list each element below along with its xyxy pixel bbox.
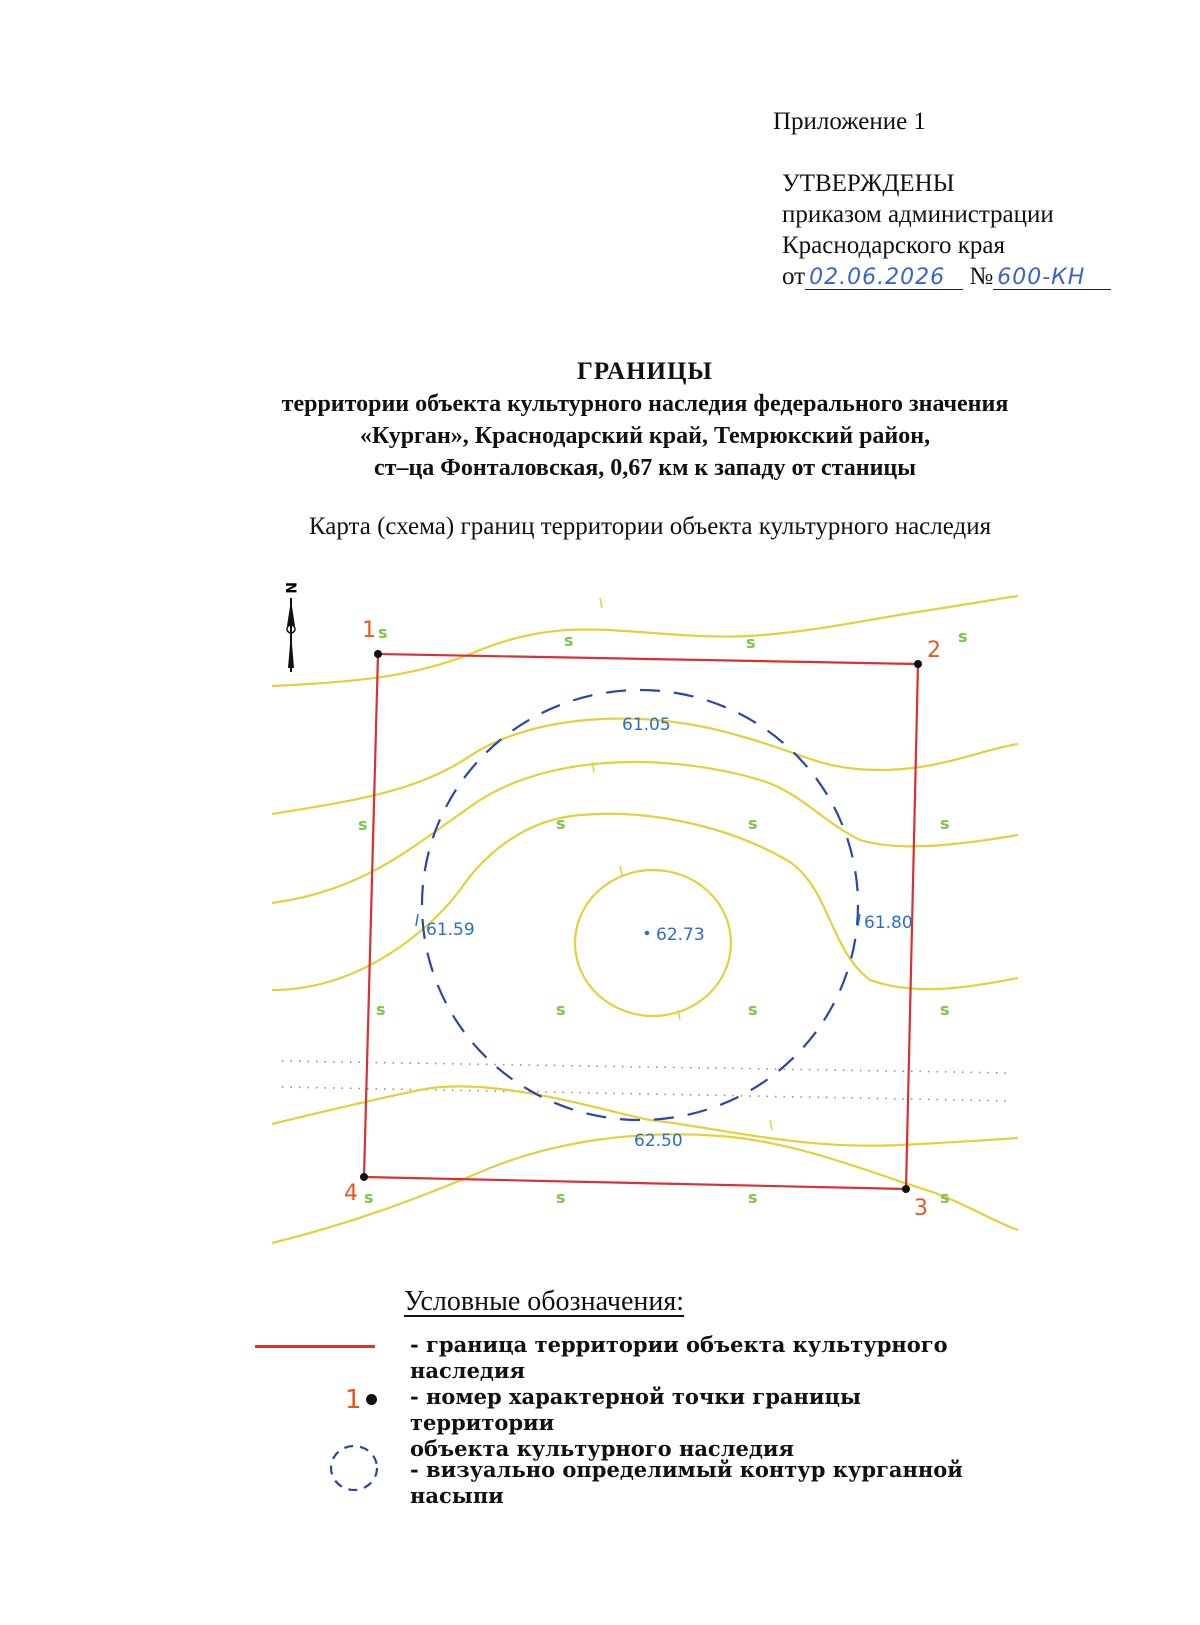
legend-point: [410, 1384, 1010, 1462]
appendix-label: Приложение 1: [773, 108, 926, 135]
elevation-label: 61.80: [864, 913, 913, 933]
steppe-symbol: s: [748, 1188, 758, 1207]
steppe-symbol: s: [746, 633, 756, 652]
north-arrow-icon: [282, 582, 298, 672]
legend-point-number: 1: [345, 1385, 362, 1415]
number-prefix: №: [969, 263, 994, 290]
steppe-symbol: s: [556, 1188, 566, 1207]
steppe-symbol: s: [748, 1000, 758, 1019]
steppe-symbol: s: [958, 627, 968, 646]
contour-line: [272, 762, 1018, 903]
point-label-4: 4: [344, 1181, 358, 1206]
contour-ticks: [592, 598, 772, 1130]
date-prefix: от: [782, 263, 806, 290]
legend-boundary: [410, 1332, 970, 1384]
contour-line: [575, 870, 731, 1016]
steppe-symbol: s: [364, 1188, 374, 1207]
order-line-1: приказом администрации: [782, 201, 1054, 228]
legend-point-text-1: - номер характерной точки границы территории: [410, 1384, 862, 1435]
steppe-symbol: s: [940, 814, 950, 833]
elevation-labels: [426, 715, 913, 1151]
steppe-symbol: s: [556, 1000, 566, 1019]
elevation-label: 61.05: [622, 715, 671, 735]
steppe-symbol: s: [940, 1188, 950, 1207]
mound-outline: [422, 690, 858, 1120]
legend-point-text-2: объекта культурного наследия: [410, 1436, 794, 1461]
order-number: 600-КН: [997, 265, 1086, 290]
legend-title: Условные обозначения:: [404, 1286, 685, 1317]
point-label-2: 2: [927, 638, 941, 663]
order-date: 02.06.2026: [809, 265, 946, 290]
elevation-ticks: [416, 914, 860, 935]
steppe-symbol: s: [378, 623, 388, 642]
point-label-3: 3: [914, 1196, 928, 1221]
elevation-label: 61.59: [426, 920, 475, 940]
boundary-point-2: [914, 660, 922, 668]
order-line-2: Краснодарского края: [782, 232, 1005, 259]
legend-boundary-swatch: [255, 1345, 375, 1348]
point-label-1: 1: [362, 618, 376, 643]
legend-point-dot: [366, 1394, 377, 1405]
steppe-symbol: s: [358, 815, 368, 834]
map-subtitle: Карта (схема) границ территории объекта культурного наследия: [308, 513, 992, 540]
contour-line: [272, 814, 1018, 990]
approved-label: УТВЕРЖДЕНЫ: [782, 170, 955, 197]
boundary-point-4: [360, 1173, 368, 1181]
steppe-symbol: s: [940, 1000, 950, 1019]
boundary-point-1: [374, 650, 382, 658]
elevation-label: 62.73: [656, 925, 705, 945]
elevation-label: 62.50: [634, 1131, 683, 1151]
steppe-symbol: s: [564, 631, 574, 650]
north-label: N: [282, 582, 298, 594]
legend-boundary-text-1: - граница территории объекта культурного: [410, 1332, 948, 1357]
boundary-point-3: [902, 1185, 910, 1193]
legend-mound: - визуально определимый контур курганной насыпи: [410, 1457, 963, 1508]
legend-boundary-text-2: наследия: [410, 1358, 526, 1383]
title-line-2: «Курган», Краснодарский край, Темрюкский район,: [359, 423, 931, 449]
legend-mound-swatch: [326, 1441, 382, 1495]
title-line-1: территории объекта культурного наследия федерального значения: [281, 391, 1009, 417]
title-line-3: ст–ца Фонталовская, 0,67 км к западу от станицы: [374, 455, 916, 481]
steppe-symbol: s: [376, 1000, 386, 1019]
title-heading: ГРАНИЦЫ: [577, 358, 713, 385]
steppe-symbol: s: [748, 814, 758, 833]
steppe-symbol: s: [556, 814, 566, 833]
